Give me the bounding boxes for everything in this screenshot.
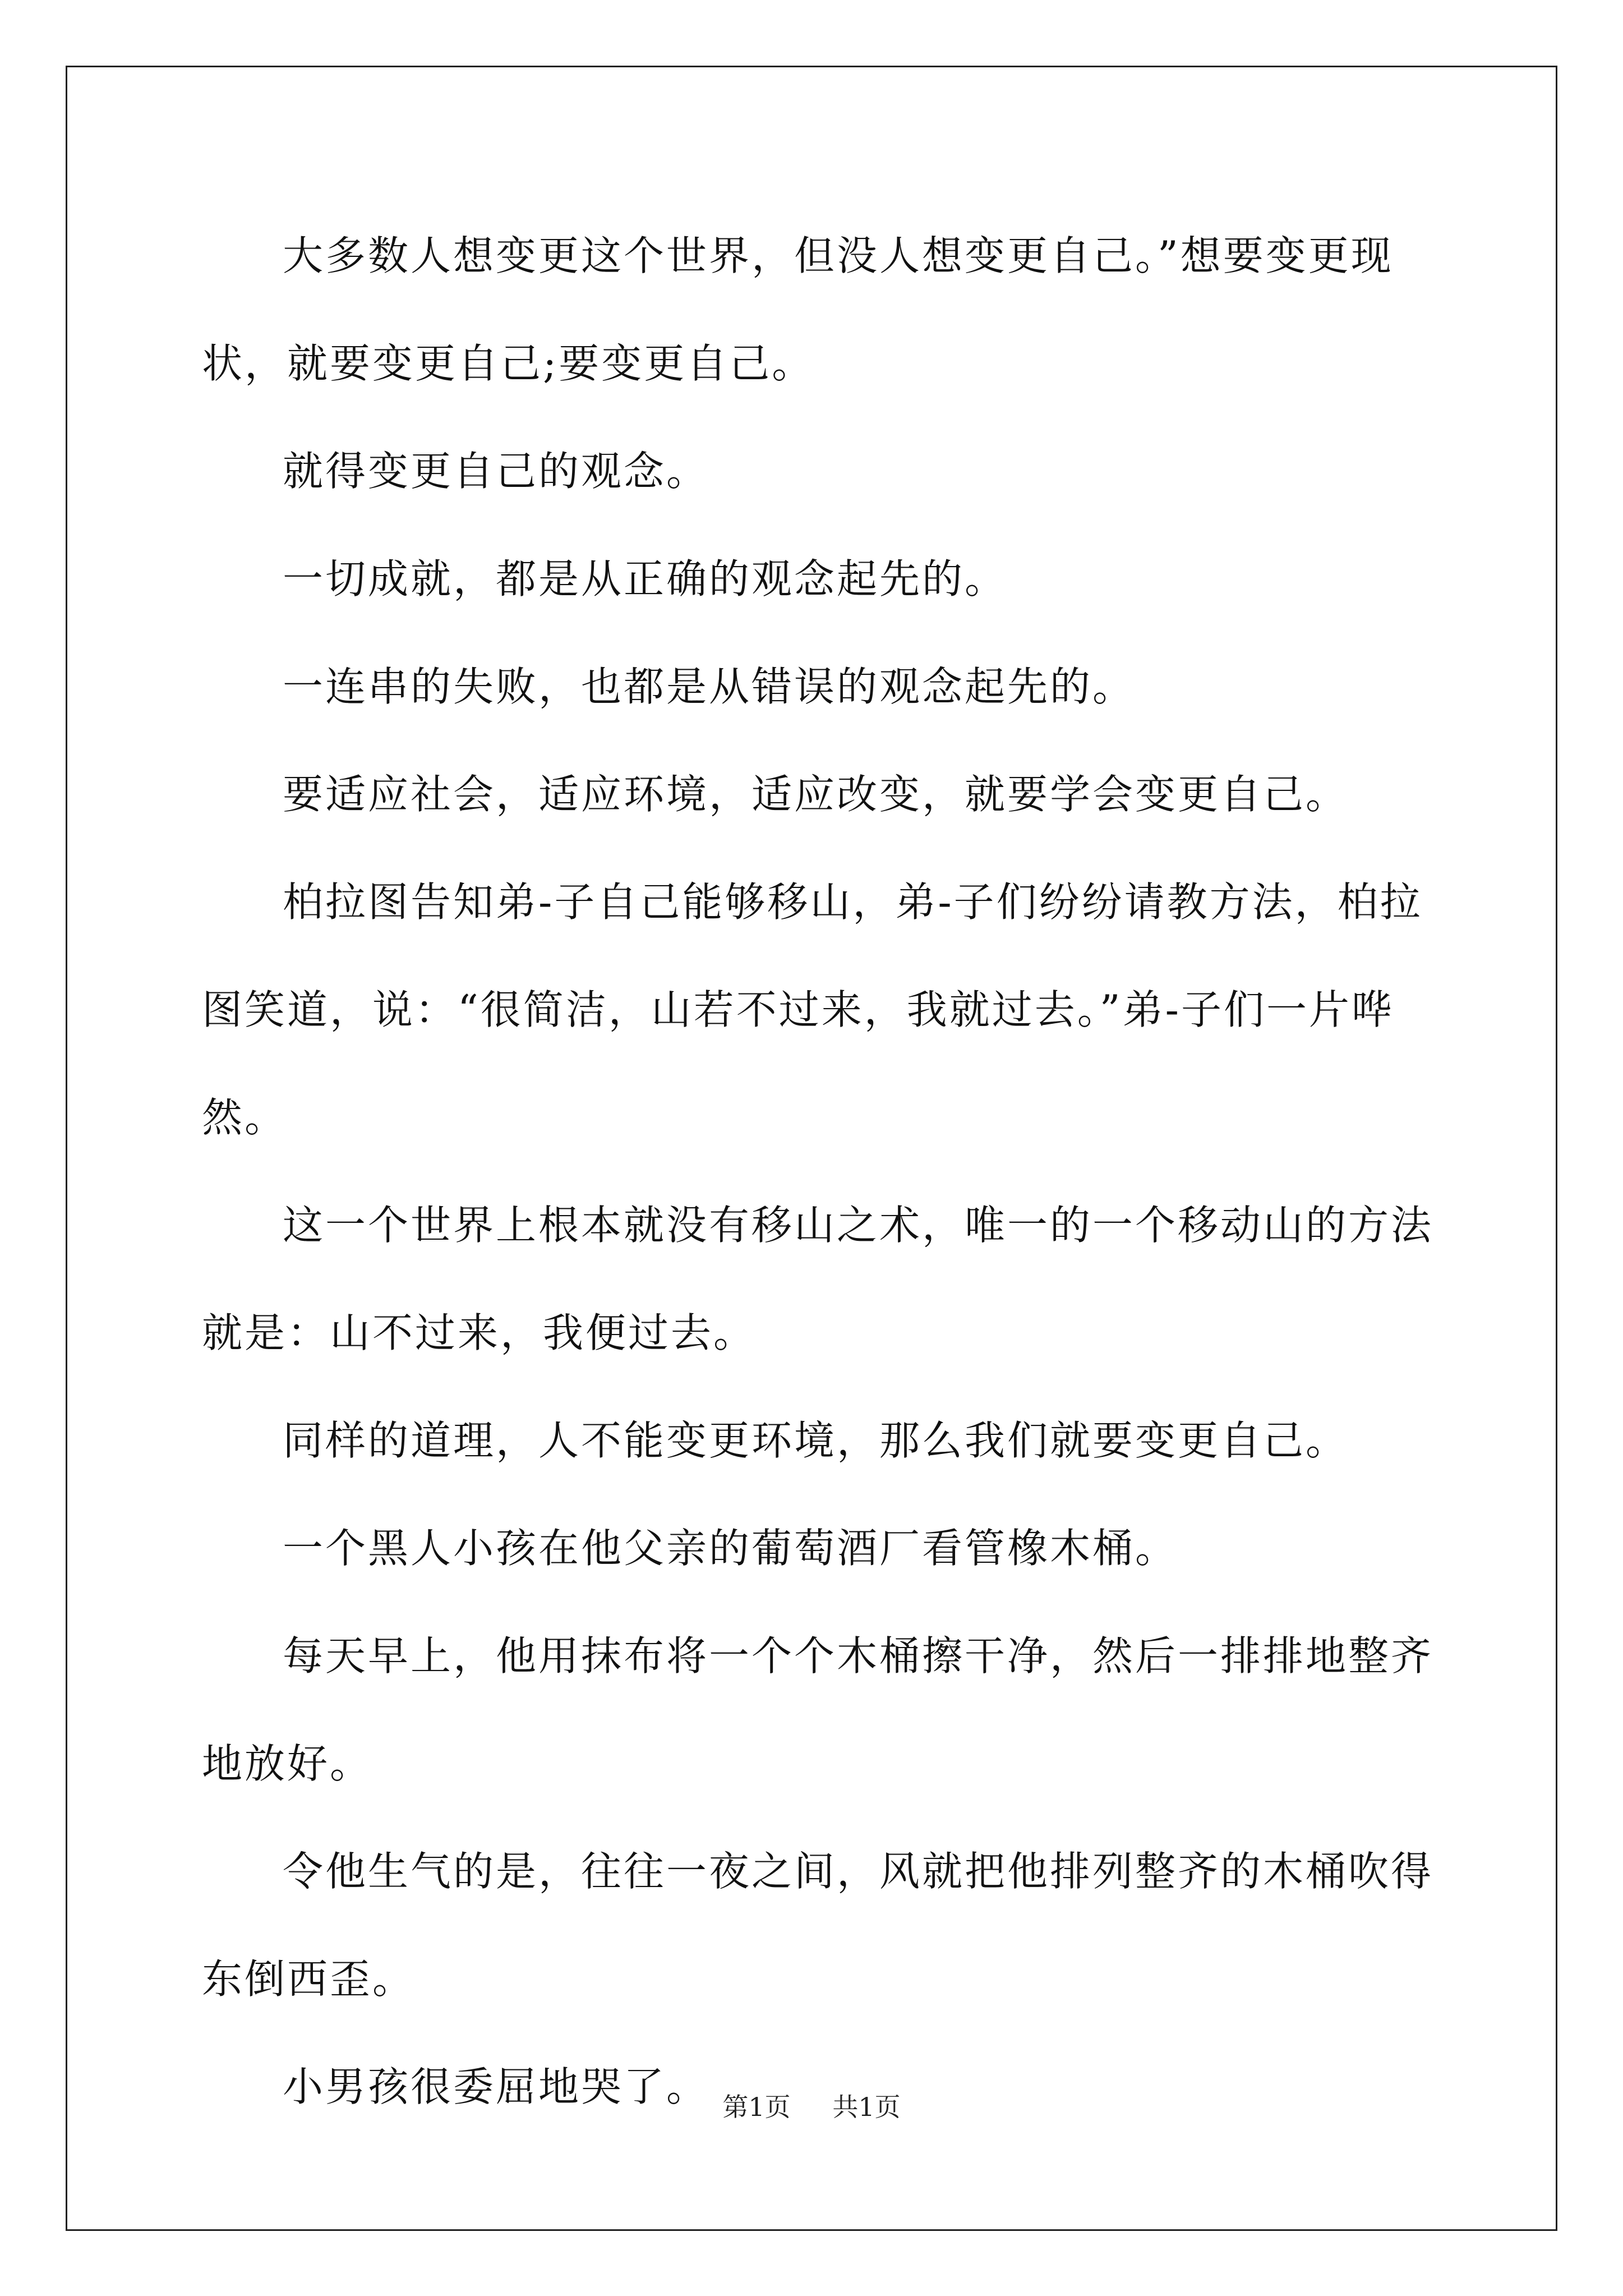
page-number: 第1页: [722, 2092, 791, 2122]
paragraph: 一个黑人小孩在他父亲的葡萄酒厂看管橡木桶。: [283, 1525, 1178, 1572]
page-footer: [0, 2087, 1623, 2124]
paragraph: 小男孩很委屈地哭了。: [283, 2063, 709, 2110]
paragraph: 要适应社会，适应环境，适应改变，就要学会变更自己。: [283, 771, 1349, 818]
paragraph: 令他生气的是，往往一夜之间，风就把他排列整齐的木桶吹得东倒西歪。: [202, 1848, 1434, 2003]
paragraph: 一切成就，都是从正确的观念起先的。: [283, 555, 1008, 602]
paragraph: 一连串的失败，也都是从错误的观念起先的。: [283, 663, 1136, 710]
paragraph: 就得变更自己的观念。: [283, 448, 709, 495]
paragraph: 同样的道理，人不能变更环境，那么我们就要变更自己。: [283, 1417, 1349, 1464]
paragraph: 这一个世界上根本就没有移山之术，唯一的一个移动山的方法就是：山不过来，我便过去。: [202, 1202, 1434, 1356]
paragraph: 每天早上，他用抹布将一个个木桶擦干净，然后一排排地整齐地放好。: [202, 1632, 1434, 1787]
page-total: 共1页: [832, 2092, 901, 2122]
document-body: [202, 202, 1436, 2141]
paragraph: 大多数人想变更这个世界，但没人想变更自己。”想要变更现状，就要变更自己;要变更自己。: [202, 232, 1394, 387]
paragraph: 柏拉图告知弟-子自己能够移山，弟-子们纷纷请教方法，柏拉图笑道，说：“很简洁，山若不过来，我就过去。”弟-子们一片哗然。: [202, 878, 1423, 1141]
